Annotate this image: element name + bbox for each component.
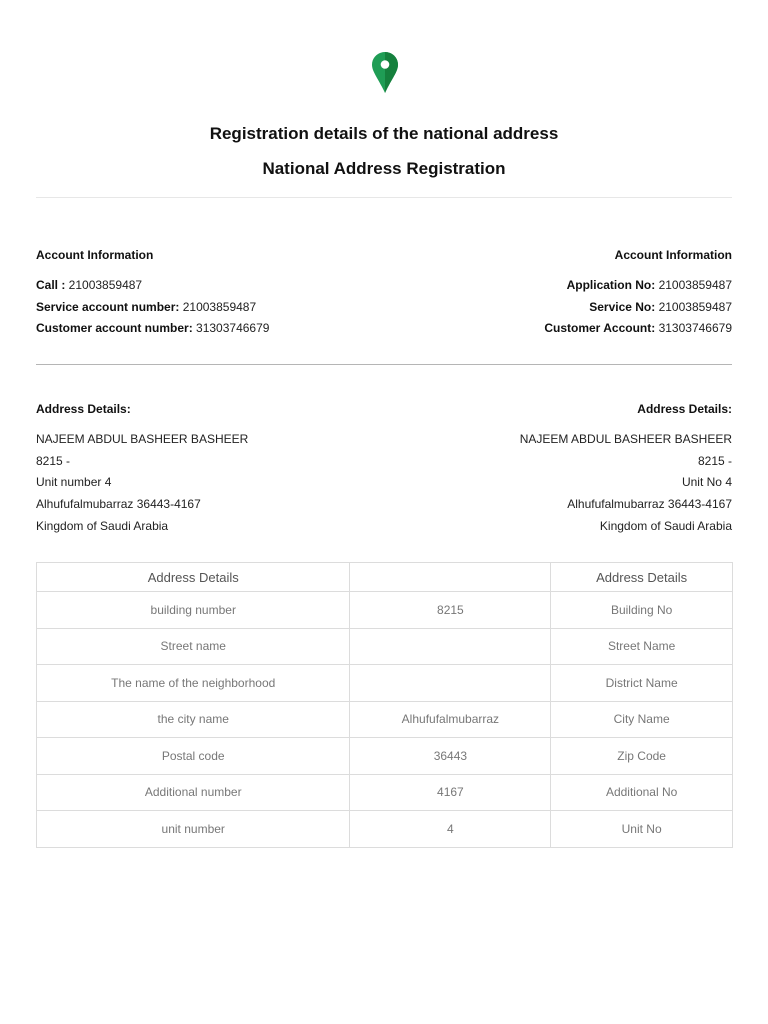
section-heading: Account Information: [614, 248, 732, 262]
header-divider: [36, 197, 732, 198]
table-cell: 4167: [350, 774, 551, 811]
account-info-left: [36, 246, 366, 340]
address-line: Unit No 4: [681, 475, 732, 490]
page-title: Registration details of the national address: [209, 124, 559, 143]
table-row: [37, 665, 733, 702]
table-cell: unit number: [37, 811, 350, 848]
account-info-right: [402, 246, 732, 340]
account-row-customer: Customer Account: 31303746679: [544, 321, 732, 336]
account-row-call: Call : 21003859487: [36, 278, 143, 292]
table-cell: building number: [37, 592, 350, 629]
table-cell: The name of the neighborhood: [37, 665, 350, 702]
address-details-right: [402, 400, 732, 537]
table-cell: 4: [350, 811, 551, 848]
table-cell: Additional number: [37, 774, 350, 811]
page-subtitle: National Address Registration: [262, 159, 506, 178]
address-line: Unit number 4: [36, 475, 112, 490]
address-line: Kingdom of Saudi Arabia: [599, 518, 732, 533]
table-header-cell: Address Details: [37, 563, 350, 592]
table-cell: Unit No: [551, 811, 733, 848]
account-row-customer: Customer account number: 31303746679: [36, 321, 270, 336]
address-line: 8215 -: [697, 453, 732, 468]
account-row-application: Application No: 21003859487: [566, 278, 732, 292]
table-row: [37, 592, 733, 629]
table-cell: Zip Code: [551, 738, 733, 775]
section-heading: Account Information: [36, 248, 154, 262]
table-cell: the city name: [37, 701, 350, 738]
table-cell: Building No: [551, 592, 733, 629]
address-details-table: [36, 562, 733, 848]
table-row: [37, 811, 733, 848]
table-header-cell: [350, 563, 551, 592]
table-cell: Alhufufalmubarraz: [350, 701, 551, 738]
table-header-cell: Address Details: [551, 563, 733, 592]
table-cell: 36443: [350, 738, 551, 775]
address-line: 8215 -: [36, 453, 71, 468]
table-row: [37, 701, 733, 738]
address-line: Alhufufalmubarraz 36443-4167: [36, 497, 201, 512]
table-row: [37, 628, 733, 665]
table-cell: Postal code: [37, 738, 350, 775]
table-cell: [350, 665, 551, 702]
address-line: NAJEEM ABDUL BASHEER BASHEER: [36, 432, 249, 446]
table-cell: Street Name: [551, 628, 733, 665]
section-heading: Address Details:: [36, 402, 131, 416]
section-heading: Address Details:: [637, 402, 732, 416]
map-pin-icon: [372, 52, 398, 94]
table-header-row: [37, 563, 733, 592]
table-cell: Street name: [37, 628, 350, 665]
table-cell: District Name: [551, 665, 733, 702]
table-cell: Additional No: [551, 774, 733, 811]
address-details-left: [36, 400, 366, 537]
address-line: Alhufufalmubarraz 36443-4167: [567, 497, 732, 512]
account-row-service: Service account number: 21003859487: [36, 299, 257, 314]
table-row: [37, 774, 733, 811]
account-row-service: Service No: 21003859487: [589, 299, 732, 314]
section-divider: [36, 364, 732, 365]
table-cell: [350, 628, 551, 665]
table-row: [37, 738, 733, 775]
address-line: Kingdom of Saudi Arabia: [36, 518, 169, 533]
table-cell: 8215: [350, 592, 551, 629]
table-cell: City Name: [551, 701, 733, 738]
address-line: NAJEEM ABDUL BASHEER BASHEER: [519, 432, 732, 446]
